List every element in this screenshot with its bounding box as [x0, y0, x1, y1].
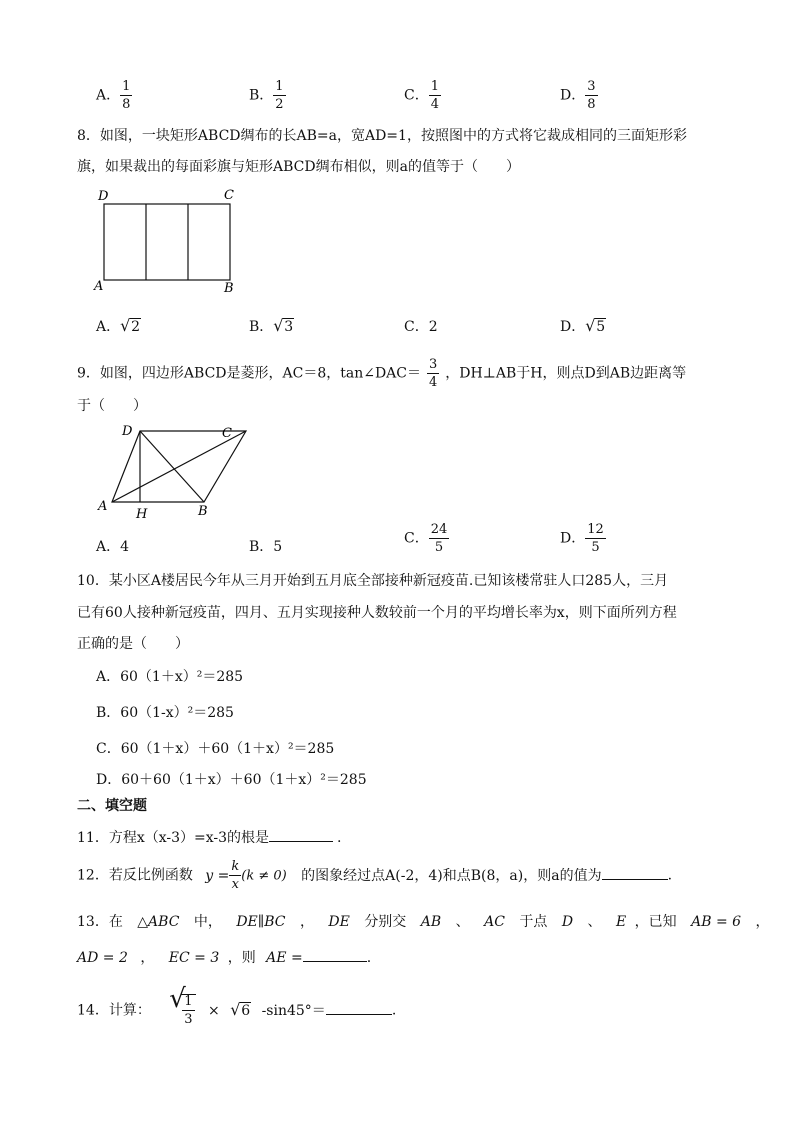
q14: 14．计算： √ $\frac{1}{3}$ × √ 6 -sin45°＝ .: [77, 984, 397, 1027]
label-b: B: [224, 281, 234, 296]
q8-option-b: B． √ 3: [249, 316, 294, 335]
q8-line-1: 8．如图，一块矩形ABCD绸布的长AB=a，宽AD=1，按照图中的方式将它裁成相同的三面矩形彩: [77, 128, 687, 144]
q9-option-c: C． $\frac{24}{5}$: [404, 522, 448, 555]
diagonal-db: [140, 431, 204, 502]
q12-answer-blank: [602, 867, 668, 880]
q11-answer-blank: [269, 829, 333, 842]
q9-option-b: B．5: [249, 539, 283, 555]
q10-option-c: C．60（1＋x）＋60（1＋x）²＝285: [96, 741, 335, 757]
label-h: H: [136, 507, 148, 522]
rhombus-figure: [92, 420, 252, 525]
q10-option-d: D．60＋60（1＋x）＋60（1＋x）²＝285: [96, 772, 367, 788]
q13-line-2: AD = 2 ， EC = 3 ，则 AE = .: [77, 950, 372, 966]
q9-option-a: A．4: [96, 539, 130, 555]
q7-option-b: B． $\frac{1}{2}$: [249, 79, 284, 112]
rectangle-figure: [92, 186, 242, 296]
q14-answer-blank: [326, 1002, 392, 1015]
label-c: C: [224, 188, 234, 203]
q8-option-d: D． √ 5: [560, 316, 606, 335]
label-d: D: [122, 424, 133, 439]
q9-option-d: D． $\frac{12}{5}$: [560, 522, 604, 555]
q7-option-d: D． $\frac{3}{8}$: [560, 79, 596, 112]
rectangle-abcd: [104, 204, 230, 280]
q13-answer-blank: [303, 949, 367, 962]
q10-line-2: 已有60人接种新冠疫苗，四月、五月实现接种人数较前一个月的平均增长率为x，则下面所列方程: [77, 605, 677, 621]
diagonal-ac: [112, 431, 246, 502]
q10-option-b: B．60（1-x）²＝285: [96, 705, 234, 721]
q7-option-a: A． $\frac{1}{8}$: [96, 79, 131, 112]
q11: 11．方程x（x-3）=x-3的根是 .: [77, 830, 342, 846]
section-heading: 二、填空题: [77, 798, 147, 814]
label-d: D: [98, 189, 109, 204]
q10-option-a: A．60（1＋x）²＝285: [96, 669, 244, 685]
q8-option-c: C．2: [404, 319, 438, 335]
q8-option-a: A． √ 2: [96, 316, 141, 335]
q13-line-1: 13．在 △ABC 中， DE∥BC ， DE 分别交 AB 、 AC 于点 D 、 E ，已知 AB = 6 ，: [77, 914, 770, 930]
q9-line-2: 于（ ）: [77, 398, 147, 414]
q10-line-3: 正确的是（ ）: [77, 636, 189, 652]
label-c: C: [222, 426, 232, 441]
q12: 12．若反比例函数 y = $\frac{k}{x}$ (k ≠ 0) 的图象经过点A(-2，4)和点B(8，a)，则a的值为 .: [77, 859, 673, 892]
q9-line-1: 9．如图，四边形ABCD是菱形，AC＝8，tan∠DAC＝ $\frac{3}{4}$ ，DH⊥AB于H，则点D到AB边距离等: [77, 357, 687, 390]
label-a: A: [94, 279, 104, 294]
q8-line-2: 旗，如果裁出的每面彩旗与矩形ABCD绸布相似，则a的值等于（ ）: [77, 159, 520, 175]
label-a: A: [98, 499, 108, 514]
q10-line-1: 10．某小区A楼居民今年从三月开始到五月底全部接种新冠疫苗.已知该楼常驻人口285人，三月: [77, 573, 669, 589]
q7-option-c: C． $\frac{1}{4}$: [404, 79, 439, 112]
label-b: B: [198, 504, 208, 519]
